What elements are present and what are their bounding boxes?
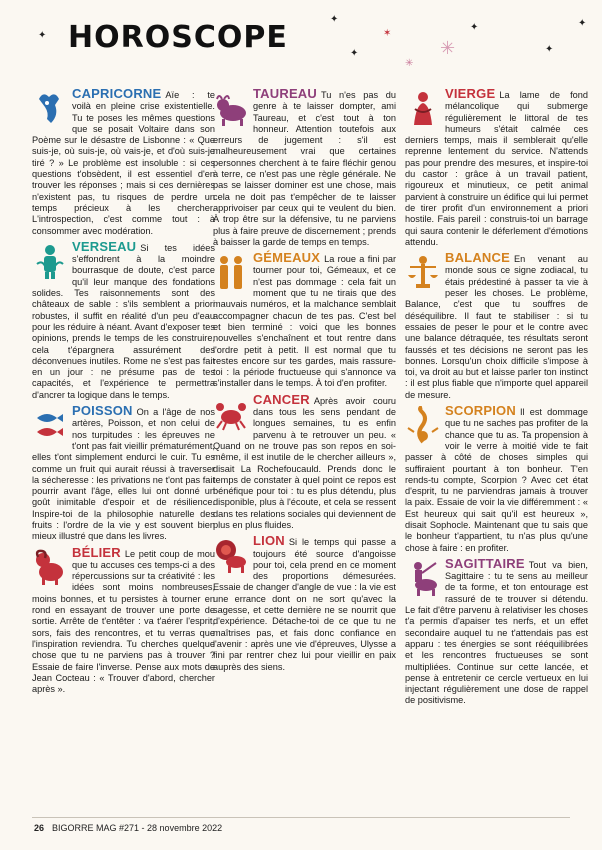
star-icon: ✦ [578, 18, 587, 29]
verseau-name: VERSEAU [72, 238, 137, 254]
balance-text: En venant au monde sous ce signe zodiacal, tu étais prédestiné à passer ta vie à peser les choses. Le problème, Balance, c'est que tu souffres de déséquilibre. Il faut te stabiliser : si tu essaies de peser le pour et le contre avec une balance détraquée, tes résultats seront faussés et tes décisions ne seront pas les bonnes. Lorsqu'un choix difficile s'impose à toi, va droit au but et laisse parler ton instinct : il est plus fiable que n'importe quel appareil de mesure. [405, 254, 588, 400]
lion-entry [213, 535, 396, 673]
lion-name: LION [253, 533, 285, 549]
aries-icon [32, 547, 68, 587]
sagittaire-name: SAGITTAIRE [445, 555, 525, 571]
issue-info: BIGORRE MAG #271 - 28 novembre 2022 [52, 823, 223, 833]
scorpion-text: Il est dommage que tu ne saches pas profiter de la chance que tu as. Ta propension à voir le verre à moitié vide te fait passer à côté de choses simples qui suffiraient pourtant à ton bonheur. T'en rends-tu compte, Scorpion ? Avec cet état d'esprit, tu ne parviendras jamais à trouver la paix. Essaie de voir la vie différemment : « Est heureux qui sait qu'il est heureux », disait Sophocle. Maintenant que tu sais que le bonheur t'appartient, tu n'as plus qu'une chose à faire : en profiter. [405, 407, 588, 553]
taurus-icon [213, 88, 249, 128]
poisson-name: POISSON [72, 403, 133, 419]
poisson-entry [32, 405, 215, 543]
belier-text: Le petit coup de mou que tu accuses ces temps-ci a des répercussions sur ta créativité : les idées sont moins nombreuses, moins bonnes, et tu persistes à tourner en rond en essayant de trouver une porte de sortie. Arrête de t'entêter : va t'aérer l'esprit, sors, fais des rencontres, et tu verras que l'inspiration reviendra. Tu cherches quelque chose que tu ne parviens pas à trouver ? Essaie de faire l'inverse. Pense aux mots de Jean Cocteau : « Trouver d'abord, chercher après ». [32, 548, 215, 695]
scorpio-icon [405, 405, 441, 445]
gemeaux-entry [213, 252, 396, 390]
star-icon: ✦ [470, 22, 479, 33]
cancer-name: CANCER [253, 391, 310, 407]
gemeaux-name: GÉMEAUX [253, 250, 321, 266]
star-icon: ✦ [38, 30, 47, 41]
gemeaux-text: La roue a fini par tourner pour toi, Gémeaux, et ce n'est pas dommage : cela fait un moment que tu ne tirais que des mauvais numéros, et la malchance semblait accompagner chacun de tes pas. C'est bel et bien terminé : voici que les bonnes nouvelles s'enchaînent et tout rentre dans l'ordre petit à petit. Il est normal que tu restes encore sur tes gardes, mais rassure-toi : la période fructueuse qui s'annonce va s'installer dans le temps. À toi d'en profiter. [213, 254, 396, 389]
verseau-entry [32, 238, 215, 401]
sagittarius-icon [405, 558, 441, 598]
vierge-name: VIERGE [445, 86, 496, 101]
taureau-entry [213, 88, 396, 248]
capricorne-name: CAPRICORNE [72, 86, 162, 101]
scorpion-name: SCORPION [445, 403, 516, 419]
capricorne-text: Aïe : te voilà en pleine crise existentielle. Tu te poses les mêmes questions que se posait Voltaire dans son Poème sur le désastre de Lisbonne : « Que suis-je, où suis-je, où vais-je, et d'où suis-je tiré ? » Le problème est insoluble : si ces questions t'obsèdent, il est essentiel d'en trouver les réponses ; mais si ces dernières n'existent pas, tu risques de perdre un temps précieux à les chercher. L'introspection, c'est comme tout : à consommer avec modération. [32, 90, 215, 236]
column-1 [32, 88, 215, 699]
page-number: 26 [34, 823, 45, 833]
star-icon: ✦ [545, 44, 554, 55]
belier-name: BÉLIER [72, 544, 121, 560]
vierge-text: La lame de fond mélancolique qui submerge régulièrement le littoral de tes humeurs s'était calmée ces derniers temps, mais il semblerait qu'elle reprenne lentement du service. N'attends pas pour prendre des mesures, et inspire-toi du castor : grâce à un travail patient, rigoureux et minutieux, ce petit animal parvient à construire un édifice qui lui permet de tirer profit d'un environnement a priori hostile. Fais pareil : construis-toi un barrage qui saura contenir le déferlement d'émotions attendu. [405, 90, 588, 247]
capricorne-entry [32, 88, 215, 237]
star-icon: ✳ [405, 58, 414, 69]
scorpion-entry [405, 405, 588, 554]
balance-entry [405, 252, 588, 401]
column-3 [405, 88, 588, 711]
balance-name: BALANCE [445, 250, 510, 266]
cancer-icon [213, 394, 249, 434]
footer-divider [32, 817, 570, 818]
star-icon: ✳ [440, 38, 456, 58]
star-icon: ✦ [330, 14, 339, 25]
star-icon: ✦ [350, 48, 359, 59]
leo-icon [213, 535, 249, 575]
belier-entry [32, 544, 215, 696]
page-title: HOROSCOPE [68, 20, 288, 55]
pisces-icon [32, 405, 68, 445]
gemini-icon [213, 252, 249, 292]
verseau-text: Si tes idées s'effondrent à la moindre bourrasque de doute, c'est parce qu'il leur manque des fondations solides. Tes raisonnements sont des châteaux de sable : s'ils semblent a priori robustes, il suffit en réalité d'un peu d'eau pour les réduire à néant. Avant d'exposer tes opinions, prends le temps de les construire, cela t'épargnera assurément des déconvenues inutiles. Rome ne s'est pas fait en un jour : ne présume pas de tes capacités, et l'expérience te permettra d'ancrer ta logique dans le temps. [32, 242, 215, 400]
capricorn-icon [32, 88, 68, 128]
page-footer [34, 823, 222, 833]
vierge-entry [405, 88, 588, 248]
poisson-text: On a l'âge de nos artères, Poisson, et non celui de nos turpitudes : les épreuves ne t'ont pas fait vieillir prématurément, elles t'ont simplement endurci le cuir. Tu es comme un fruit qui aurait réussi à traverser la sécheresse : les privations ne t'ont pas fait pourrir avant l'âge, elles lui ont donné un goût inimitable d'espoir et de résilience. Inspire-toi de la philosophie naturelle des fruits : l'ordre de la vie y est souvent bien mieux illustré que dans les livres. [32, 407, 215, 542]
libra-icon [405, 252, 441, 292]
sagittaire-entry [405, 555, 588, 707]
virgo-icon [405, 88, 441, 128]
aquarius-icon [32, 241, 68, 281]
taureau-name: TAUREAU [253, 86, 317, 101]
cancer-entry [213, 391, 396, 532]
cancer-text: Après avoir couru dans tous les sens pendant de longues semaines, tu es enfin parvenu à te retrouver un peu. « Quand on ne trouve pas son repos en soi-même, il est inutile de le chercher ailleurs », disait La Rochefoucauld. Prends donc le temps de constater à quel point ce repos est bénéfique pour toi : tu es plus détendu, plus disponible, plus à l'écoute, et cela se ressent dans tes relations sociales qui deviennent de plus en plus fluides. [213, 395, 396, 530]
taureau-text: Tu n'es pas du genre à te laisser dompter, ami Taureau, et c'est tout à ton honneur. Attention toutefois aux erreurs de jugement : s'il est malheureusement vrai que certaines personnes cherchent à te faire fléchir genou à terre, ce n'est pas une règle générale. Ne pas se laisser dominer est une chose, mais cela ne doit pas t'empêcher de te laisser apprivoiser par ceux qui te veulent du bien. À trop être sur la défensive, tu ne parviens plus à faire preuve de discernement ; prends à baisser la garde de temps en temps. [213, 90, 396, 247]
star-icon: ✶ [383, 28, 392, 39]
lion-text: Si le temps qui passe a toujours été source d'angoisse pour toi, cela prend en ce moment des proportions démesurées. Essaie de changer d'angle de vue : la vie est une errance dont on ne sort qu'avec la sagesse, et cette dernière ne se nourrit que d'expérience. Détache-toi de ce que tu ne maîtrises pas, et fais donc confiance en l'avenir : après une vie d'épreuves, Ulysse a fini par rentrer chez lui pour vieillir en paix auprès des siens. [213, 537, 396, 672]
column-2 [213, 88, 396, 677]
sagittaire-text: Tout va bien, Sagittaire : tu te sens au meilleur de ta forme, et ton entourage est rassuré de te trouver si détendu. Le fait d'être parvenu à relativiser les choses t'a permis d'apaiser tes nerfs, et un effet secondaire auquel tu ne t'attendais pas est apparu : tes énergies se sont rééquilibrées et les rencontres fructueuses se sont multipliées. Continue sur cette lancée, et pense à entretenir ce cercle vertueux en lui injectant régulièrement une dose de rappel de positivisme. [405, 559, 588, 706]
